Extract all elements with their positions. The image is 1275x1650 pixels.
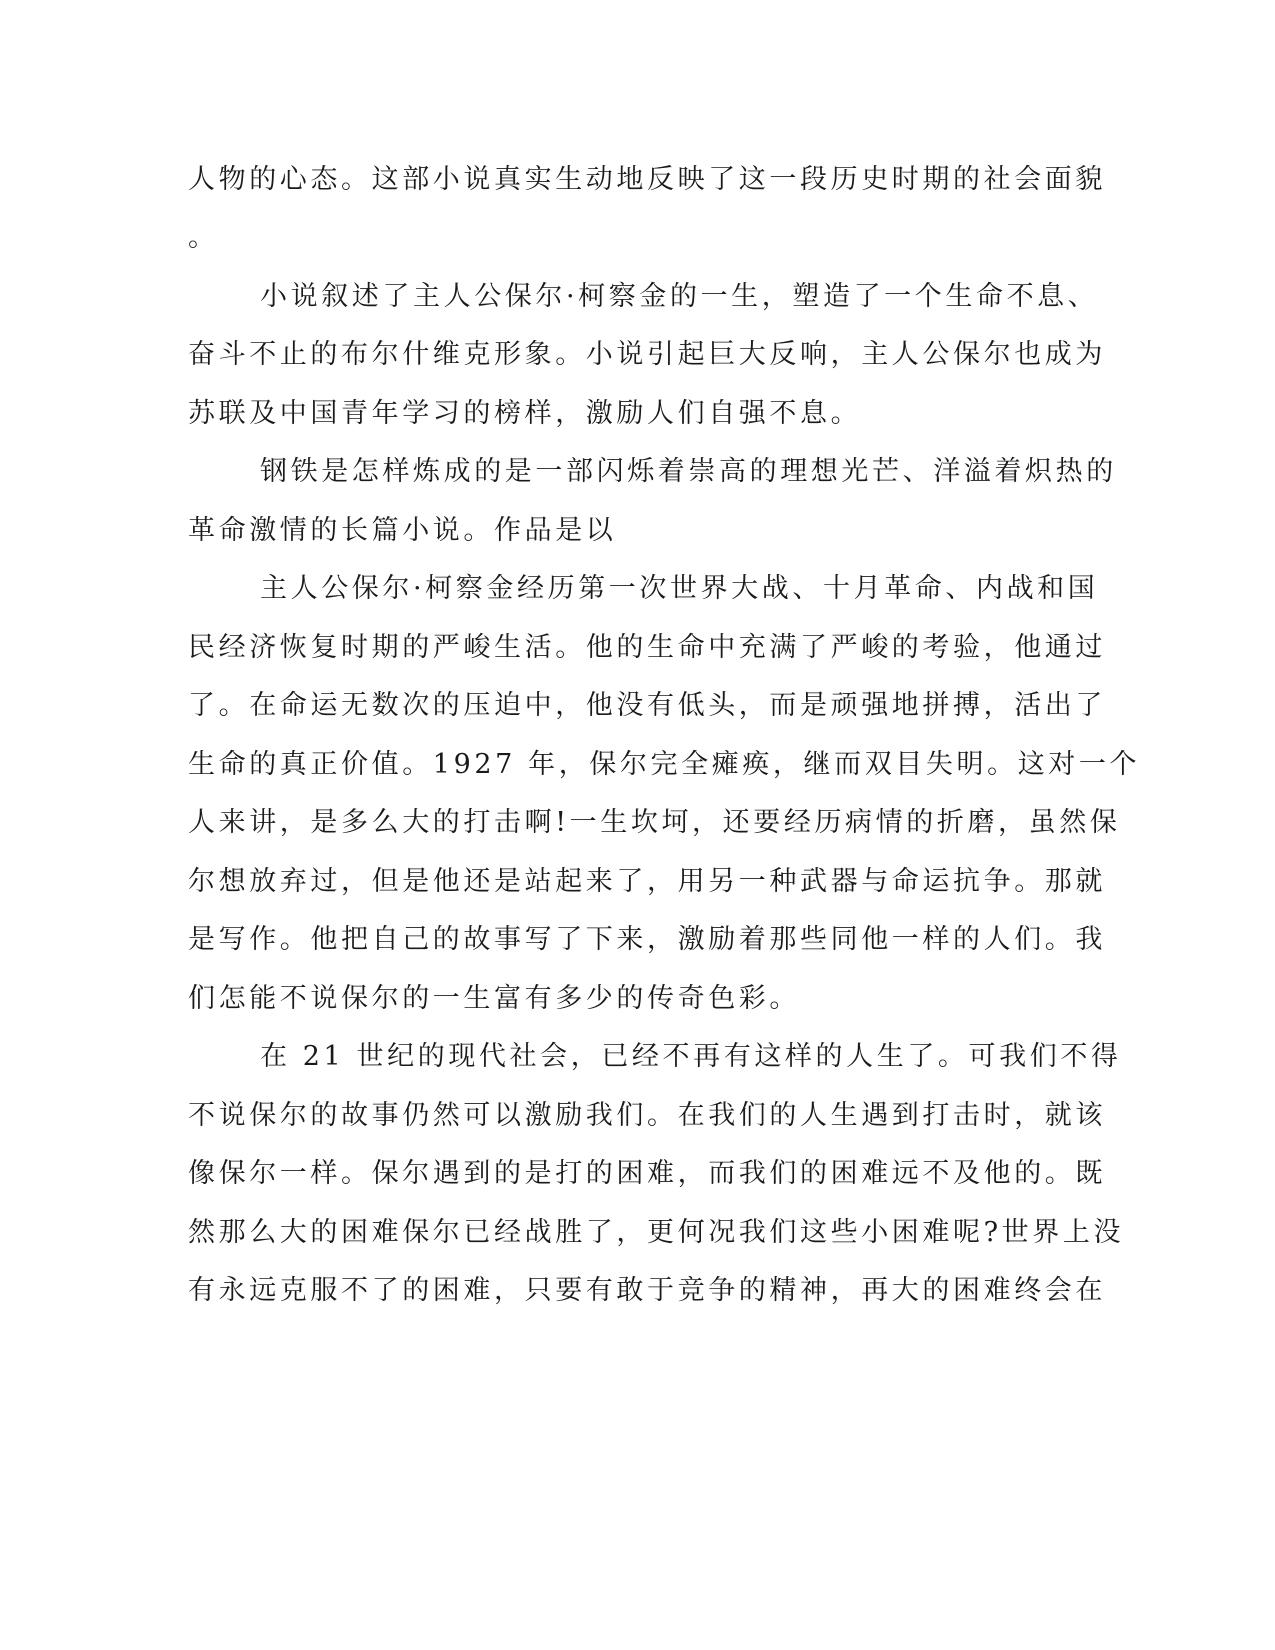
- text-line: 。: [188, 222, 219, 253]
- text-line: 尔想放弃过，但是他还是站起来了，用另一种武器与命运抗争。那就: [188, 866, 1106, 897]
- text-line: 然那么大的困难保尔已经战胜了，更何况我们这些小困难呢?世界上没: [188, 1217, 1125, 1248]
- text-line: 们怎能不说保尔的一生富有多少的传奇色彩。: [188, 983, 800, 1014]
- paragraph-start-line: 钢铁是怎样炼成的是一部闪烁着崇高的理想光芒、洋溢着炽热的: [260, 456, 1117, 487]
- text-line: 是写作。他把自己的故事写了下来，激励着那些同他一样的人们。我: [188, 924, 1106, 955]
- text-line: 像保尔一样。保尔遇到的是打的困难，而我们的困难远不及他的。既: [188, 1158, 1106, 1189]
- paragraph-start-line: 在 21 世纪的现代社会，已经不再有这样的人生了。可我们不得: [260, 1041, 1122, 1072]
- text-line: 不说保尔的故事仍然可以激励我们。在我们的人生遇到打击时，就该: [188, 1100, 1106, 1131]
- text-line: 革命激情的长篇小说。作品是以: [188, 515, 617, 546]
- text-line: 有永远克服不了的困难，只要有敢于竞争的精神，再大的困难终会在: [188, 1275, 1106, 1306]
- text-line: 奋斗不止的布尔什维克形象。小说引起巨大反响，主人公保尔也成为: [188, 339, 1106, 370]
- paragraph-start-line: 小说叙述了主人公保尔·柯察金的一生，塑造了一个生命不息、: [260, 281, 1099, 312]
- text-line: 苏联及中国青年学习的榜样，激励人们自强不息。: [188, 398, 862, 429]
- paragraph-start-line: 主人公保尔·柯察金经历第一次世界大战、十月革命、内战和国: [260, 573, 1099, 604]
- text-line: 人物的心态。这部小说真实生动地反映了这一段历史时期的社会面貌: [188, 164, 1106, 195]
- text-line: 民经济恢复时期的严峻生活。他的生命中充满了严峻的考验，他通过: [188, 632, 1106, 663]
- text-line: 生命的真正价值。1927 年，保尔完全瘫痪，继而双目失明。这对一个: [188, 749, 1141, 780]
- text-line: 了。在命运无数次的压迫中，他没有低头，而是顽强地拼搏，活出了: [188, 690, 1106, 721]
- text-line: 人来讲，是多么大的打击啊!一生坎坷，还要经历病情的折磨，虽然保: [188, 807, 1121, 838]
